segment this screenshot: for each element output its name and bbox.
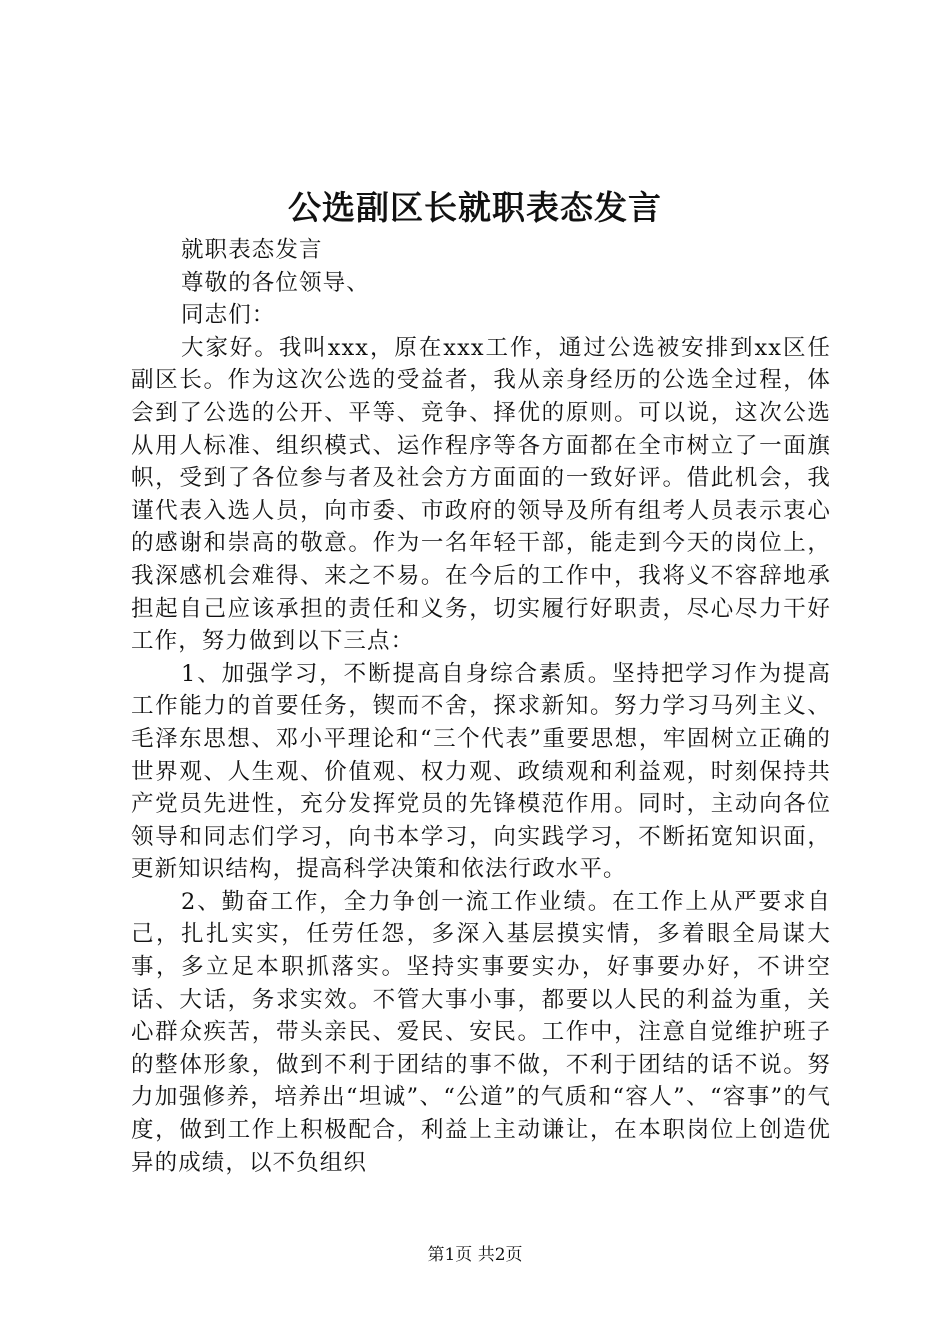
salutation-line-2: 同志们： [181,302,276,329]
paragraph-point-2: 2、勤奋工作，全力争创一流工作业绩。在工作上从严要求自己，扎扎实实，任劳任怨，多深入基层摸实情，多着眼全局谋大事，多立足本职抓落实。坚持实事要实办，好事要办好，不讲空话、大话，务求实效。不管大事小事，都要以人民的利益为重，关心群众疾苦，带头亲民、爱民、安民。工作中，注意自觉维护班子的整体形象，做到不利于团结的事不做，不利于团结的话不说。努力加强修养，培养出“坦诚”、“公道”的气质和“容人”、“容事”的气度，做到工作上积极配合，利益上主动谦让，在本职岗位上创造优异的成绩，以不负组织 [131,888,831,1176]
document-title: 公选副区长就职表态发言 [288,188,662,227]
paragraph-intro: 大家好。我叫xxx，原在xxx工作，通过公选被安排到xx区任副区长。作为这次公选的受益者，我从亲身经历的公选全过程，体会到了公选的公开、平等、竞争、择优的原则。可以说，这次公选从用人标准、组织模式、运作程序等各方面都在全市树立了一面旗帜，受到了各位参与者及社会方方面面的一致好评。借此机会，我谨代表入选人员，向市委、市政府的领导及所有组考人员表示衷心的感谢和崇高的敬意。作为一名年轻干部，能走到今天的岗位上，我深感机会难得、来之不易。在今后的工作中，我将义不容辞地承担起自己应该承担的责任和义务，切实履行好职责，尽心尽力干好工作，努力做到以下三点： [131,334,831,655]
paragraph-point-1: 1、加强学习，不断提高自身综合素质。坚持把学习作为提高工作能力的首要任务，锲而不舍，探求新知。努力学习马列主义、毛泽东思想、邓小平理论和“三个代表”重要思想，牢固树立正确的世界观、人生观、价值观、权力观、政绩观和利益观，时刻保持共产党员先进性，充分发挥党员的先锋模范作用。同时，主动向各位领导和同志们学习，向书本学习，向实践学习，不断拓宽知识面，更新知识结构，提高科学决策和依法行政水平。 [131,660,831,883]
page-number-footer: 第1页 共2页 [427,1245,523,1265]
document-body [131,234,831,1179]
document-subtitle: 就职表态发言 [181,237,323,263]
salutation-line-1: 尊敬的各位领导、 [181,269,370,296]
